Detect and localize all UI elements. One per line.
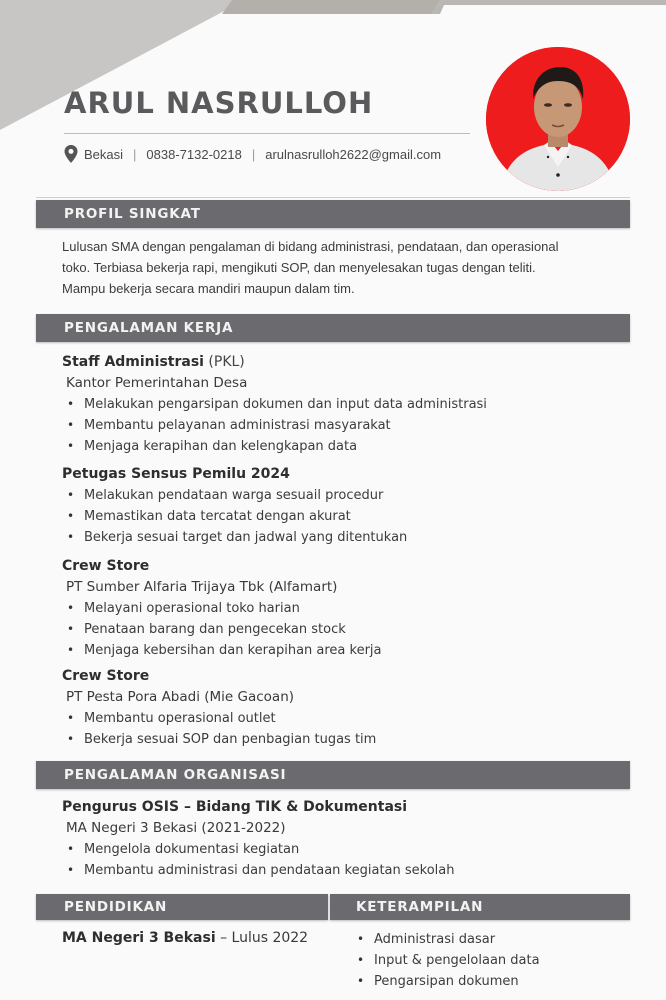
profile-line: toko. Terbiasa bekerja rapi, mengikuti SOP, dan menyelesakan tugas dengan teliti. <box>62 260 536 275</box>
list-item: • Menjaga kebersihan dan kerapihan area kerja <box>62 640 622 661</box>
organization-entry <box>62 796 622 881</box>
job-entry <box>62 555 622 661</box>
job-organization: PT Sumber Alfaria Trijaya Tbk (Alfamart) <box>66 579 338 595</box>
list-item: • Melakukan pengarsipan dokumen dan input data administrasi <box>62 394 622 415</box>
section-header-education: PENDIDIKAN <box>36 894 328 920</box>
name-divider <box>64 133 470 134</box>
list-item: • Mengelola dokumentasi kegiatan <box>62 839 622 860</box>
school-name: MA Negeri 3 Bekasi <box>62 930 216 946</box>
organization-role: Pengurus OSIS – Bidang TIK & Dokumentasi <box>62 799 408 815</box>
list-item: • Melakukan pendataan warga sesuail procedur <box>62 485 622 506</box>
contact-location: Bekasi <box>84 146 124 162</box>
job-organization: Kantor Pemerintahan Desa <box>66 375 248 391</box>
list-item: • Pengarsipan dokumen <box>352 971 540 992</box>
list-item: • Bekerja sesuai target dan jadwal yang ditentukan <box>62 527 622 548</box>
list-item: • Bekerja sesuai SOP dan penbagian tugas tim <box>62 729 622 750</box>
job-title: Crew Store <box>62 558 150 574</box>
list-item: • Menjaga kerapihan dan kelengkapan data <box>62 436 622 457</box>
profile-line: Mampu bekerja secara mandiri maupun dalam tim. <box>62 281 355 296</box>
organization-name: MA Negeri 3 Bekasi (2021-2022) <box>66 820 286 836</box>
list-item: • Penataan barang dan pengecekan stock <box>62 619 622 640</box>
person-portrait-icon <box>486 47 630 191</box>
job-title <box>62 351 622 373</box>
job-organization: PT Pesta Pora Abadi (Mie Gacoan) <box>66 689 295 705</box>
job-duties <box>62 598 622 661</box>
list-item: • Membantu pelayanan administrasi masyarakat <box>62 415 622 436</box>
job-entry <box>62 665 622 750</box>
job-duties <box>62 485 622 548</box>
job-duties <box>62 394 622 457</box>
job-entry <box>62 463 622 548</box>
job-title: Crew Store <box>62 668 150 684</box>
graduation-detail: – Lulus 2022 <box>215 930 309 946</box>
job-title-text: Staff Administrasi <box>62 354 204 370</box>
profile-photo <box>486 47 630 191</box>
section-header-skills: KETERAMPILAN <box>330 894 630 920</box>
contact-line <box>64 145 441 163</box>
contact-separator: | <box>133 146 137 162</box>
list-item: • Membantu operasional outlet <box>62 708 622 729</box>
job-title-suffix: (PKL) <box>203 354 245 370</box>
location-pin-icon <box>64 145 78 163</box>
organization-duties <box>62 839 622 881</box>
header-divider <box>36 197 630 198</box>
profile-summary <box>62 236 622 299</box>
list-item: • Memastikan data tercatat dengan akurat <box>62 506 622 527</box>
job-entry <box>62 351 622 457</box>
candidate-name: ARUL NASRULLOH <box>64 86 374 120</box>
list-item: • Melayani operasional toko harian <box>62 598 622 619</box>
list-item: • Membantu administrasi dan pendataan kegiatan sekolah <box>62 860 622 881</box>
section-header-organization: PENGALAMAN ORGANISASI <box>36 761 630 789</box>
contact-email: arulnasrulloh2622@gmail.com <box>265 146 442 162</box>
list-item: • Administrasi dasar <box>352 929 540 950</box>
profile-line: Lulusan SMA dengan pengalaman di bidang administrasi, pendataan, dan operasional <box>62 239 559 254</box>
contact-separator: | <box>251 146 256 162</box>
skills-list <box>352 929 540 992</box>
job-title: Petugas Sensus Pemilu 2024 <box>62 466 290 482</box>
skills-list-container <box>352 929 540 992</box>
education-entry <box>62 930 308 946</box>
job-duties <box>62 708 622 750</box>
list-item: • Input & pengelolaan data <box>352 950 540 971</box>
section-header-experience: PENGALAMAN KERJA <box>36 314 630 342</box>
section-header-profile: PROFIL SINGKAT <box>36 200 630 228</box>
contact-phone: 0838-7132-0218 <box>146 146 242 162</box>
